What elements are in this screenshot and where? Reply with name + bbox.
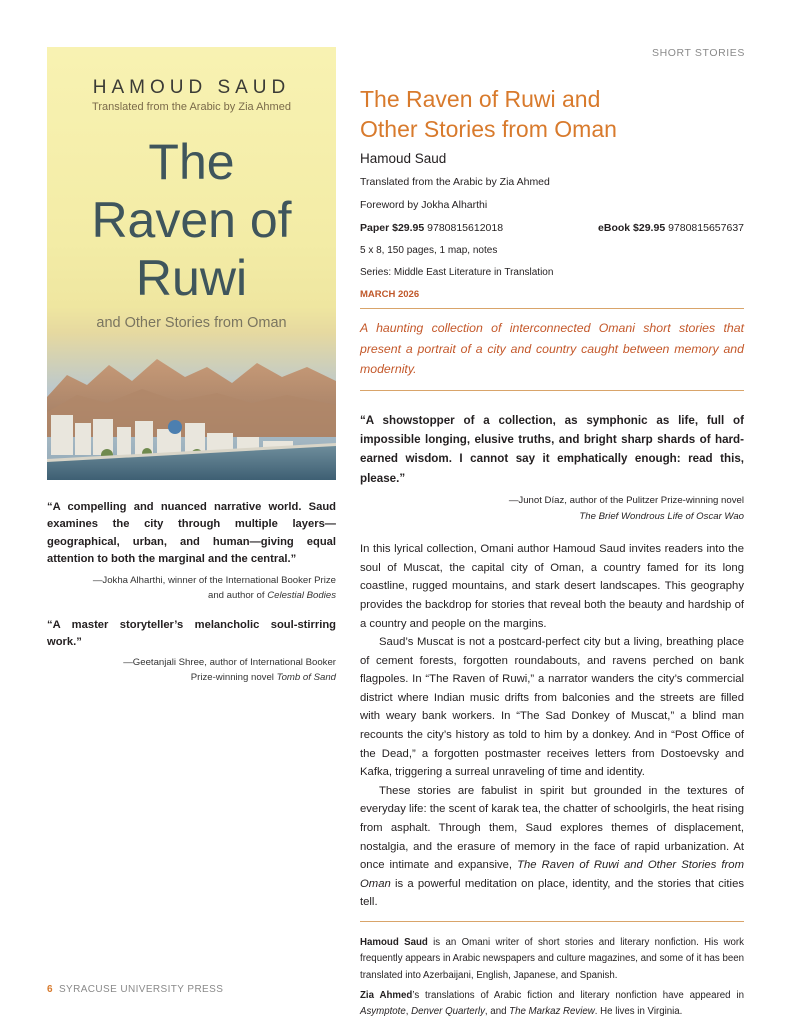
cover-title-line: Ruwi [135,250,248,306]
book-details [360,84,744,1024]
pub-date: MARCH 2026 [360,289,420,300]
attribution-line: —Geetanjali Shree, author of International Booker [123,657,336,669]
page-footer [47,984,223,995]
translator-bio [360,988,744,1021]
cover-city-photo [47,337,336,480]
description-paragraph: Saud’s Muscat is not a postcard-perfect city but a living, breathing place of cement forests, forgotten roundabouts, and ravens perched on bank flagpoles. In “The Raven of Ruwi,” a narrator wanders the city’s commercial district where Indian music drifts from balconies and the streets are filled with weary bank workers. In “The Sad Donkey of Muscat,” a blind man recounts the city’s history as told to him by a donkey. And in “Post Office of the Dead,” a forgotten postmaster receives letters from Dostoevsky and Kafka, triggering a surreal unraveling of time and identity. [360,636,744,779]
translator-bio-text: . He lives in Virginia. [594,1006,683,1018]
book-title-inline: The Raven of Ruwi and Other Stories from Oman [360,859,744,890]
page-number: 6 [47,984,53,995]
description-paragraph [360,782,744,912]
left-quote-attribution [47,655,336,685]
ebook-price [598,222,744,235]
author-bio [360,935,744,984]
publication-name: Asymptote [360,1006,406,1018]
section-label: SHORT STORIES [652,47,745,59]
ebook-isbn: 9780815657637 [668,222,744,234]
left-quote: “A master storyteller’s melancholic soul-stirring work.” [47,618,336,649]
main-quote-attribution [360,493,744,524]
left-quote-attribution [47,573,336,603]
book-title-line: The Raven of Ruwi and [360,86,601,112]
publisher-name: SYRACUSE UNIVERSITY PRESS [58,984,224,995]
cover-title-line: The [148,134,235,190]
divider [360,390,744,391]
attribution-title: Celestial Bodies [267,589,336,601]
paper-price [360,222,503,235]
ebook-price-label: eBook $29.95 [598,222,666,234]
book-cover [47,47,336,480]
cover-subtitle: and Other Stories from Oman [96,315,287,331]
publication-name: Denver Quarterly [411,1006,485,1018]
book-title [360,84,744,144]
attribution-line: —Junot Díaz, author of the Pulitzer Prize-winning novel [508,495,744,507]
cover-title-line: Raven of [91,192,292,248]
book-series: Series: Middle East Literature in Translation [360,267,554,278]
translator-bio-name: Zia Ahmed [360,989,413,1001]
attribution-prefix: and author of [207,589,268,601]
paragraph-text: These stories are fabulist in spirit but grounded in the textures of everyday life: the scent of karak tea, the chatter of schoolgirls, the heat rising from asphalt. Through them, Saud explores themes of displacement, nostalgia, and the erasure of memory in the face of rapid urbanization. At once intimate and expansive, [360,784,744,872]
book-foreword: Foreword by Jokha Alharthi [360,199,488,211]
cover-author: HAMOUD SAUD [92,77,291,98]
price-row [360,222,744,235]
attribution-title: The Brief Wondrous Life of Oscar Wao [579,510,744,522]
left-quotes [47,499,336,685]
author-bio-text: is an Omani writer of short stories and literary nonfiction. His work frequently appears in Arabic newspapers and culture magazines, and some of it has been translated into Azerbaijani, English, Japanese, and Spanish. [360,937,744,981]
separator: , and [484,1006,510,1018]
cover-translator: Translated from the Arabic by Zia Ahmed [92,101,291,113]
paper-isbn: 9780815612018 [427,222,504,234]
paragraph-text: is a powerful meditation on place, identity, and the stories that cities tell. [360,877,744,909]
description [360,540,744,912]
bios [360,935,744,1020]
publication-name: The Markaz Review [509,1006,595,1018]
translator-bio-text: ’s translations of Arabic fiction and literary nonfiction have appeared in [412,989,744,1001]
author-bio-name: Hamoud Saud [360,937,428,948]
tagline: A haunting collection of interconnected Omani short stories that present a portrait of a city and country caught between memory and modernity. [360,321,744,376]
divider [360,308,744,309]
separator: , [405,1006,412,1018]
divider [360,921,744,922]
paper-price-label: Paper $29.95 [360,222,425,234]
attribution-title: Tomb of Sand [276,672,336,684]
book-translator: Translated from the Arabic by Zia Ahmed [360,176,550,188]
book-specs: 5 x 8, 150 pages, 1 map, notes [360,245,498,256]
main-quote: “A showstopper of a collection, as symphonic as life, full of impossible longing, elusive truths, and bright sharp shards of hard-earned wisdom. I cannot say it emphatically enough: read this, please.” [360,413,744,485]
attribution-line: —Jokha Alharthi, winner of the International Booker Prize [92,574,336,586]
attribution-prefix: Prize-winning novel [190,672,277,684]
left-quote: “A compelling and nuanced narrative world. Saud examines the city through multiple layers—geographical, urban, and human—giving equal attention to both the marginal and the central.” [47,501,336,566]
book-author: Hamoud Saud [360,151,447,166]
description-paragraph: In this lyrical collection, Omani author Hamoud Saud invites readers into the soul of Muscat, the capital city of Oman, a country famed for its long coastline, rugged mountains, and stark desert landscapes. This geography provides the backdrop for stories that reveal both the beauty and hardship of a country and people on the margins. [360,543,744,630]
cover-title [47,133,336,307]
book-title-line: Other Stories from Oman [360,116,617,142]
